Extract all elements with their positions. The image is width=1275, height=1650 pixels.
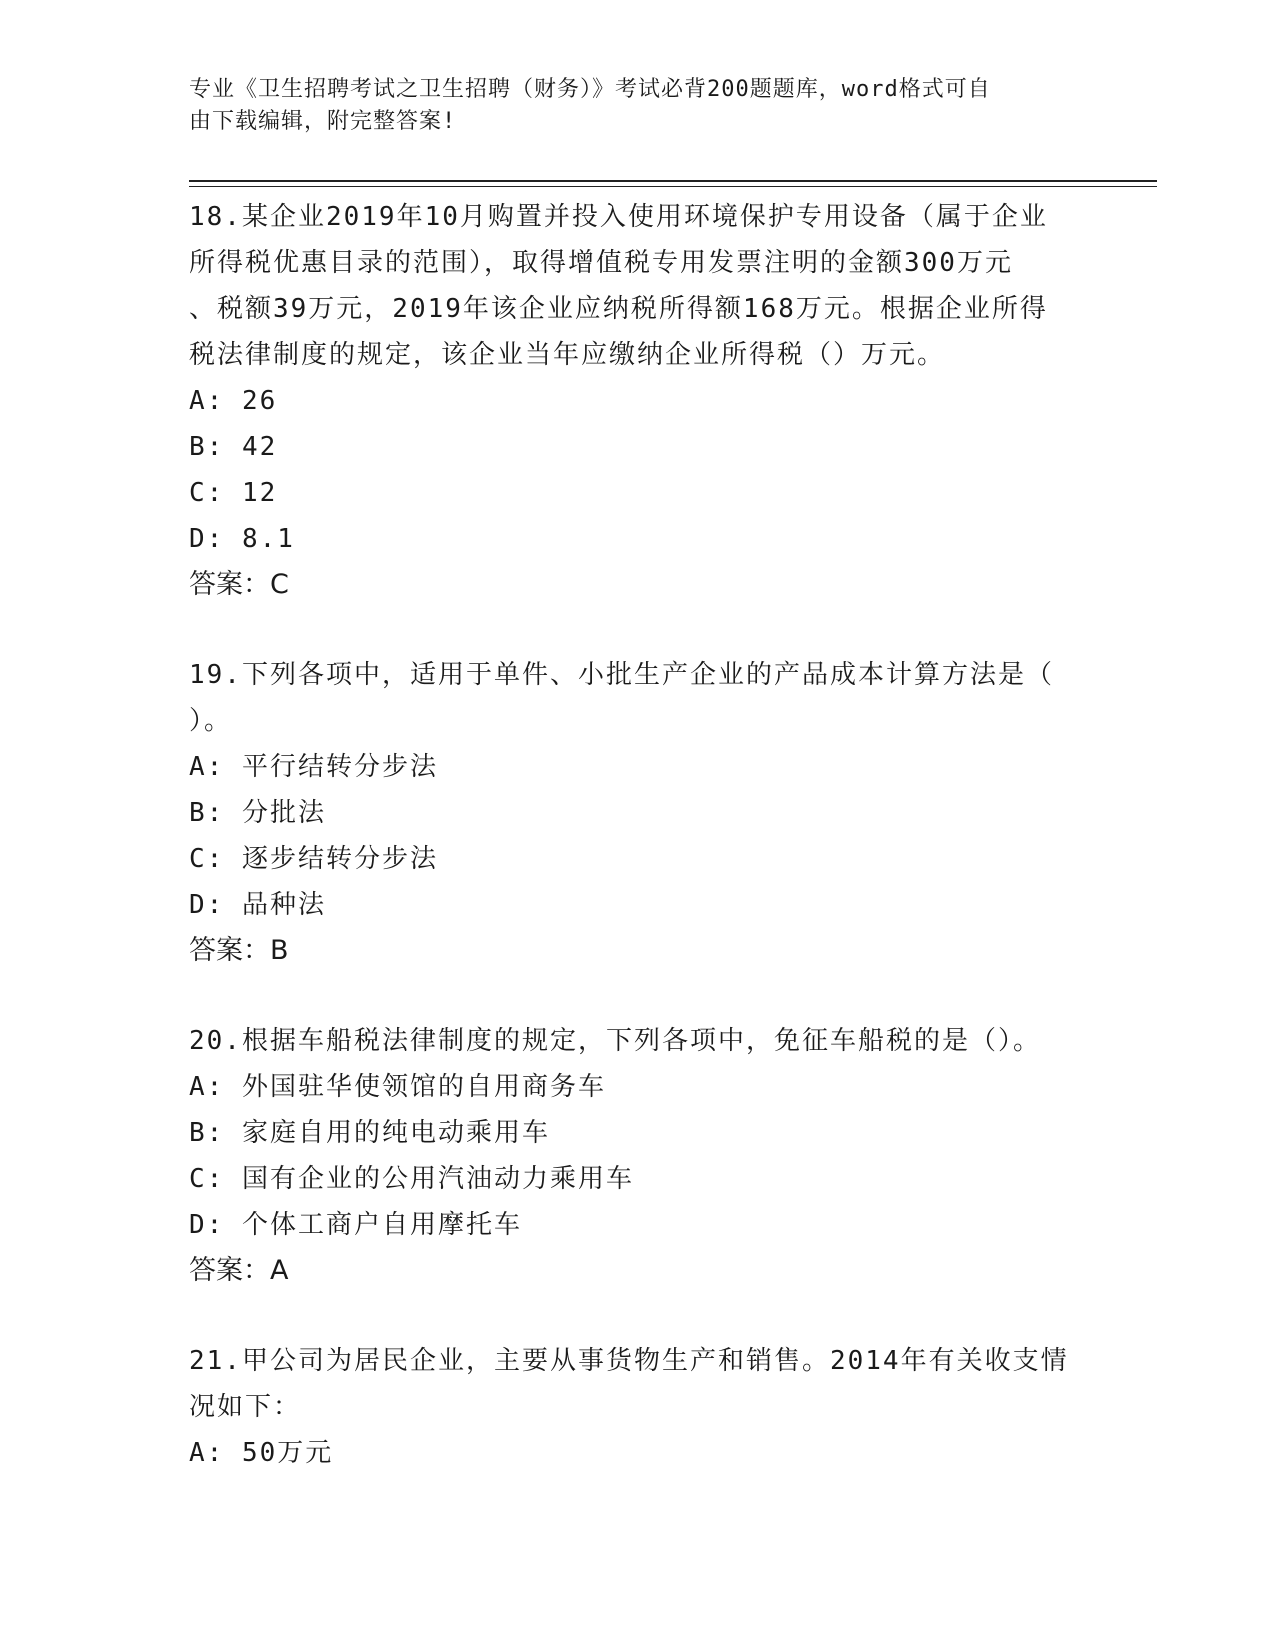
question-20 xyxy=(189,1018,1089,1294)
question-18 xyxy=(189,194,1089,608)
option-a: A: 平行结转分步法 xyxy=(189,752,438,782)
document-header xyxy=(189,74,1089,138)
question-text-line: 税法律制度的规定，该企业当年应缴纳企业所得税（）万元。 xyxy=(189,340,946,370)
option-b: B: 42 xyxy=(189,432,278,462)
header-divider-thin xyxy=(189,186,1157,187)
option-d: D: 品种法 xyxy=(189,890,326,920)
answer-label: 答案：A xyxy=(189,1255,289,1286)
spacer xyxy=(189,608,1089,652)
option-c: C: 逐步结转分步法 xyxy=(189,844,438,874)
option-a: A: 外国驻华使领馆的自用商务车 xyxy=(189,1072,606,1102)
question-text-line: ）。 xyxy=(189,706,233,736)
option-a: A: 50万元 xyxy=(189,1438,334,1468)
header-line-1: 专业《卫生招聘考试之卫生招聘（财务）》考试必背200题题库，word格式可自 xyxy=(189,77,991,102)
question-21 xyxy=(189,1338,1089,1476)
question-text-line: 19.下列各项中，适用于单件、小批生产企业的产品成本计算方法是（ xyxy=(189,660,1054,690)
option-a: A: 26 xyxy=(189,386,278,416)
header-line-2: 由下载编辑，附完整答案! xyxy=(189,109,457,134)
option-b: B: 家庭自用的纯电动乘用车 xyxy=(189,1118,550,1148)
option-d: D: 个体工商户自用摩托车 xyxy=(189,1210,522,1240)
question-text-line: 、税额39万元，2019年该企业应纳税所得额168万元。根据企业所得 xyxy=(189,294,1048,324)
header-divider-thick xyxy=(189,180,1157,182)
option-c: C: 国有企业的公用汽油动力乘用车 xyxy=(189,1164,634,1194)
question-text-line: 所得税优惠目录的范围），取得增值税专用发票注明的金额300万元 xyxy=(189,248,1013,278)
answer-label: 答案：C xyxy=(189,569,289,600)
option-d: D: 8.1 xyxy=(189,524,295,554)
spacer xyxy=(189,974,1089,1018)
question-text-line: 20.根据车船税法律制度的规定，下列各项中，免征车船税的是（）。 xyxy=(189,1026,1041,1056)
question-text-line: 21.甲公司为居民企业，主要从事货物生产和销售。2014年有关收支情 xyxy=(189,1346,1069,1376)
spacer xyxy=(189,1294,1089,1338)
question-text-line: 况如下： xyxy=(189,1392,302,1422)
question-list xyxy=(189,194,1089,1476)
answer-label: 答案：B xyxy=(189,935,289,966)
question-text-line: 18.某企业2019年10月购置并投入使用环境保护专用设备（属于企业 xyxy=(189,202,1048,232)
option-b: B: 分批法 xyxy=(189,798,326,828)
option-c: C: 12 xyxy=(189,478,278,508)
question-19 xyxy=(189,652,1089,974)
